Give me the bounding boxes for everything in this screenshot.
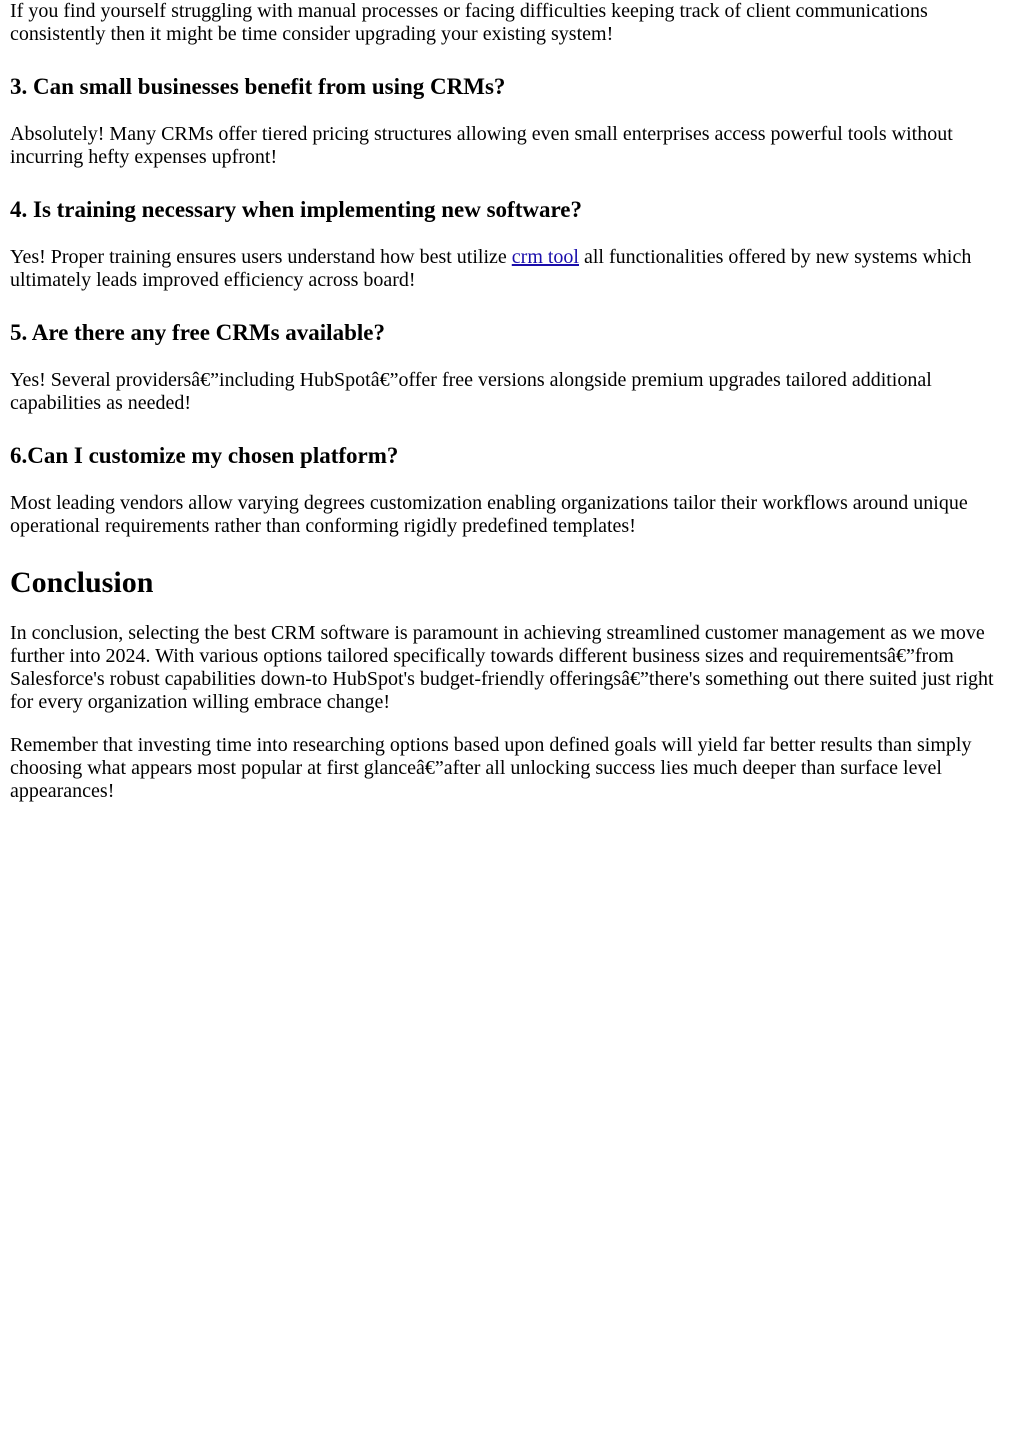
faq-answer-4 [10,246,1014,292]
faq-answer-4-text-after: all functionalities offered by new systems which ultimately leads improved efficiency across board! [10,246,972,291]
faq-answer-5: Yes! Several providersâ€”including HubSpotâ€”offer free versions alongside premium upgrades tailored additional capabilities as needed! [10,369,932,414]
conclusion-paragraph-2: Remember that investing time into researching options based upon defined goals will yield far better results than simply choosing what appears most popular at first glanceâ€”after all unlocking success lies much deeper than surface level appearances! [10,734,972,802]
conclusion-heading: Conclusion [10,566,154,599]
faq-answer-4-text-before: Yes! Proper training ensures users understand how best utilize [10,246,512,268]
faq-answer-6: Most leading vendors allow varying degrees customization enabling organizations tailor their workflows around unique operational requirements rather than conforming rigidly predefined templates! [10,492,968,537]
faq-question-5: 5. Are there any free CRMs available? [10,320,385,345]
intro-paragraph: If you find yourself struggling with manual processes or facing difficulties keeping track of client communications consistently then it might be time consider upgrading your existing system! [10,0,928,45]
faq-answer-3: Absolutely! Many CRMs offer tiered pricing structures allowing even small enterprises access powerful tools without incurring hefty expenses upfront! [10,123,953,168]
faq-question-6: 6.Can I customize my chosen platform? [10,443,399,468]
faq-question-4: 4. Is training necessary when implementing new software? [10,197,582,222]
conclusion-paragraph-1: In conclusion, selecting the best CRM software is paramount in achieving streamlined customer management as we move further into 2024. With various options tailored specifically towards different business sizes and requirementsâ€”from Salesforce's robust capabilities down-to HubSpot's budget-friendly offeringsâ€”there's something out there suited just right for every organization willing embrace change! [10,622,994,713]
faq-question-3: 3. Can small businesses benefit from using CRMs? [10,74,506,99]
crm-tool-link[interactable]: crm tool [511,246,579,268]
